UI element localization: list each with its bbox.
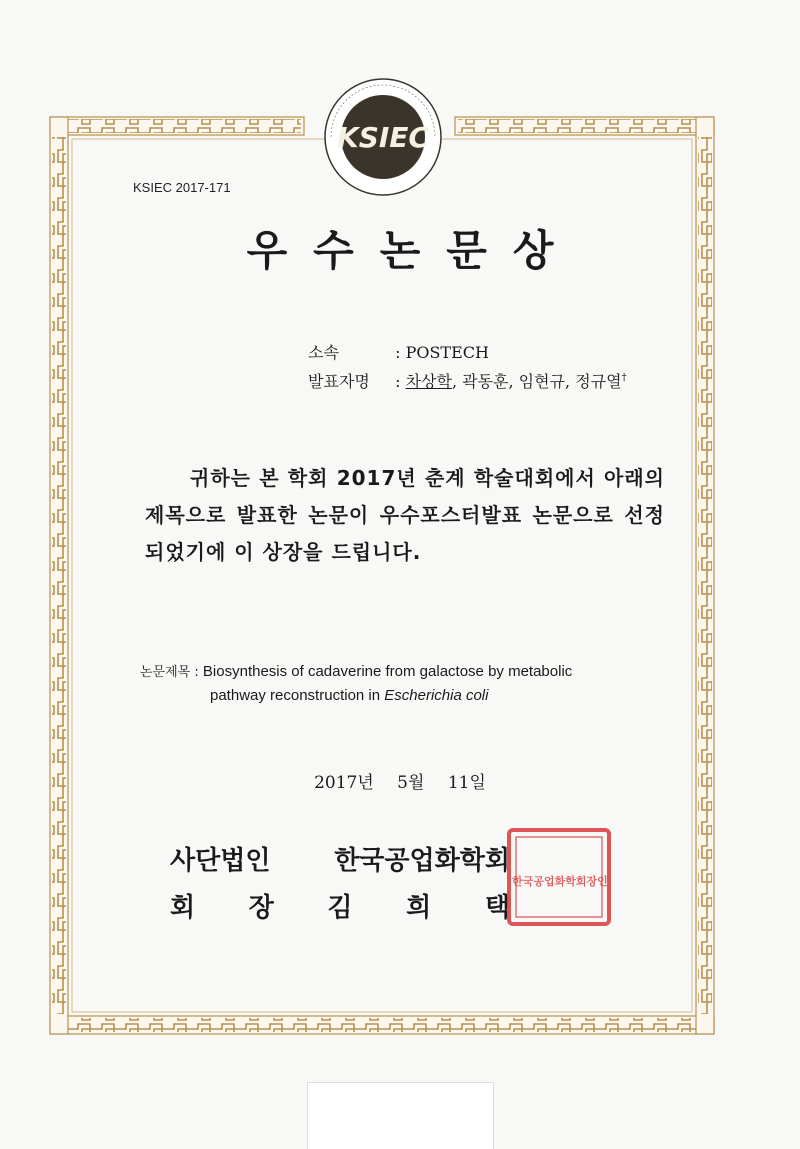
organization-name: 사단법인 한국공업화학회 xyxy=(170,846,510,876)
body-text: 귀하는 본 학회 2017년 춘계 학술대회에서 아래의 제목으로 발표한 논문이 우수포스터발표 논문으로 선정되었기에 이 상장을 드립니다. xyxy=(145,466,665,564)
paper-title-block xyxy=(140,660,572,707)
affiliation-value: POSTECH xyxy=(405,343,489,362)
paper-title-organism: Escherichia coli xyxy=(384,687,489,704)
red-seal xyxy=(505,827,615,927)
corresponding-mark: † xyxy=(621,372,627,384)
affiliation-label: 소속 xyxy=(308,343,339,362)
award-date: 2017년 5월 11일 xyxy=(314,773,486,793)
affiliation-row: 소속 : POSTECH xyxy=(308,340,489,363)
presenter-first: 차상학 xyxy=(405,372,452,391)
certificate-title: 우수논문상 xyxy=(246,226,580,275)
paper-title-label: 논문제목 : xyxy=(140,665,199,680)
certificate-body xyxy=(145,460,665,571)
presenters-label: 발표자명 xyxy=(308,372,370,391)
president-name: 회 장 김 희 택 xyxy=(170,893,510,923)
document-number: KSIEC 2017-171 xyxy=(133,180,231,195)
presenter-rest: , 곽동훈, 임현규, 정규열 xyxy=(451,372,622,391)
svg-text:한국공업화학회장인: 한국공업화학회장인 xyxy=(512,875,608,888)
ksiec-logo xyxy=(323,77,443,197)
svg-text:KSIEC: KSIEC xyxy=(337,121,429,154)
paper-title-line2: pathway reconstruction in xyxy=(210,687,385,704)
bottom-tab xyxy=(307,1082,494,1149)
presenters-row: 발표자명 : 차상학, 곽동훈, 임현규, 정규열† xyxy=(308,369,627,392)
paper-title-line1: Biosynthesis of cadaverine from galactose by metabolic xyxy=(198,663,573,680)
